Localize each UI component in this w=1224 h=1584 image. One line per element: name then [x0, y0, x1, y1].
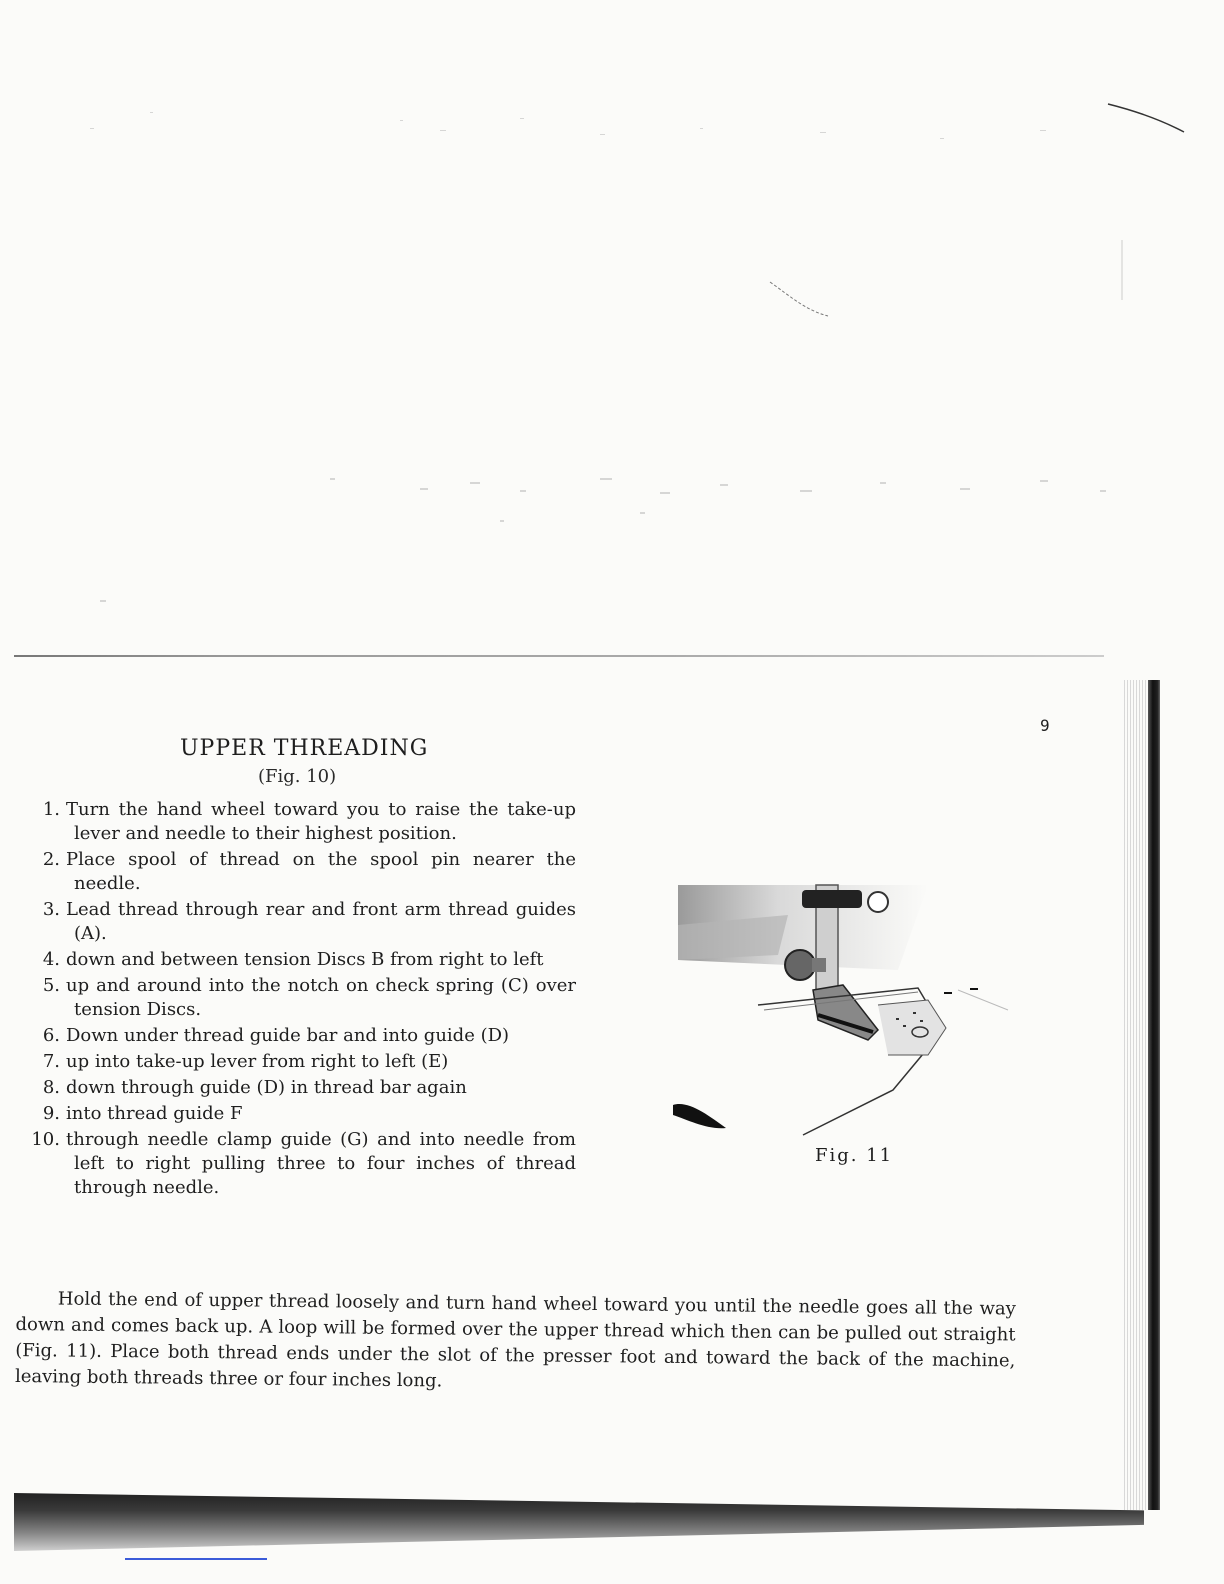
step-text: Lead thread through rear and front arm thread guides (A). — [66, 899, 576, 944]
step-number: 1. — [42, 799, 60, 820]
step-text: Down under thread guide bar and into guide (D) — [66, 1025, 510, 1046]
section-title: UPPER THREADING — [180, 736, 429, 761]
step-item — [16, 798, 576, 846]
step-item — [16, 1128, 576, 1200]
step-item — [16, 1050, 576, 1074]
step-number: 9. — [42, 1103, 60, 1124]
step-text: down and between tension Discs B from right to left — [66, 949, 544, 970]
step-text: down through guide (D) in thread bar again — [66, 1077, 467, 1098]
step-item — [16, 848, 576, 896]
step-text: into thread guide F — [66, 1103, 243, 1124]
bottom-scan-band — [14, 1493, 1144, 1551]
section-subtitle: (Fig. 10) — [258, 766, 337, 787]
step-number: 6. — [42, 1025, 60, 1046]
step-item — [16, 974, 576, 1022]
presser-foot-photo — [668, 880, 1013, 1140]
step-number: 7. — [42, 1051, 60, 1072]
step-text: Place spool of thread on the spool pin nearer the needle. — [66, 849, 576, 894]
step-number: 3. — [42, 899, 60, 920]
step-item — [16, 948, 576, 972]
step-text: Turn the hand wheel toward you to raise the take-up lever and needle to their highest position. — [66, 799, 576, 844]
book-spine — [1148, 680, 1160, 1510]
step-item — [16, 898, 576, 946]
step-item — [16, 1102, 576, 1126]
step-number: 2. — [42, 849, 60, 870]
page-number: 9 — [1040, 716, 1050, 735]
step-text: up and around into the notch on check spring (C) over tension Discs. — [66, 975, 576, 1020]
scan-noise-top — [0, 0, 1224, 660]
step-number: 10. — [31, 1129, 60, 1150]
step-number: 5. — [42, 975, 60, 996]
figure-caption: Fig. 11 — [815, 1145, 894, 1166]
step-number: 4. — [42, 949, 60, 970]
step-number: 8. — [42, 1077, 60, 1098]
instructions-paragraph: Hold the end of upper thread loosely and turn hand wheel toward you until the needle goes all the way down and comes back up. A loop will be formed over the upper thread which then can be pulled out straight (Fig. 11). Place both thread ends under the slot of the presser foot and toward the back of the machine, leaving both threads three or four inches long. — [14, 1288, 1016, 1392]
step-item — [16, 1024, 576, 1048]
step-item — [16, 1076, 576, 1100]
threading-steps — [16, 798, 576, 1202]
step-text: through needle clamp guide (G) and into needle from left to right pulling three to four inches of thread through needle. — [66, 1129, 576, 1198]
book-edge — [1122, 680, 1148, 1510]
step-text: up into take-up lever from right to left (E) — [66, 1051, 449, 1072]
page-top-rule — [14, 655, 1104, 657]
bottom-accent-stripe — [125, 1558, 267, 1560]
